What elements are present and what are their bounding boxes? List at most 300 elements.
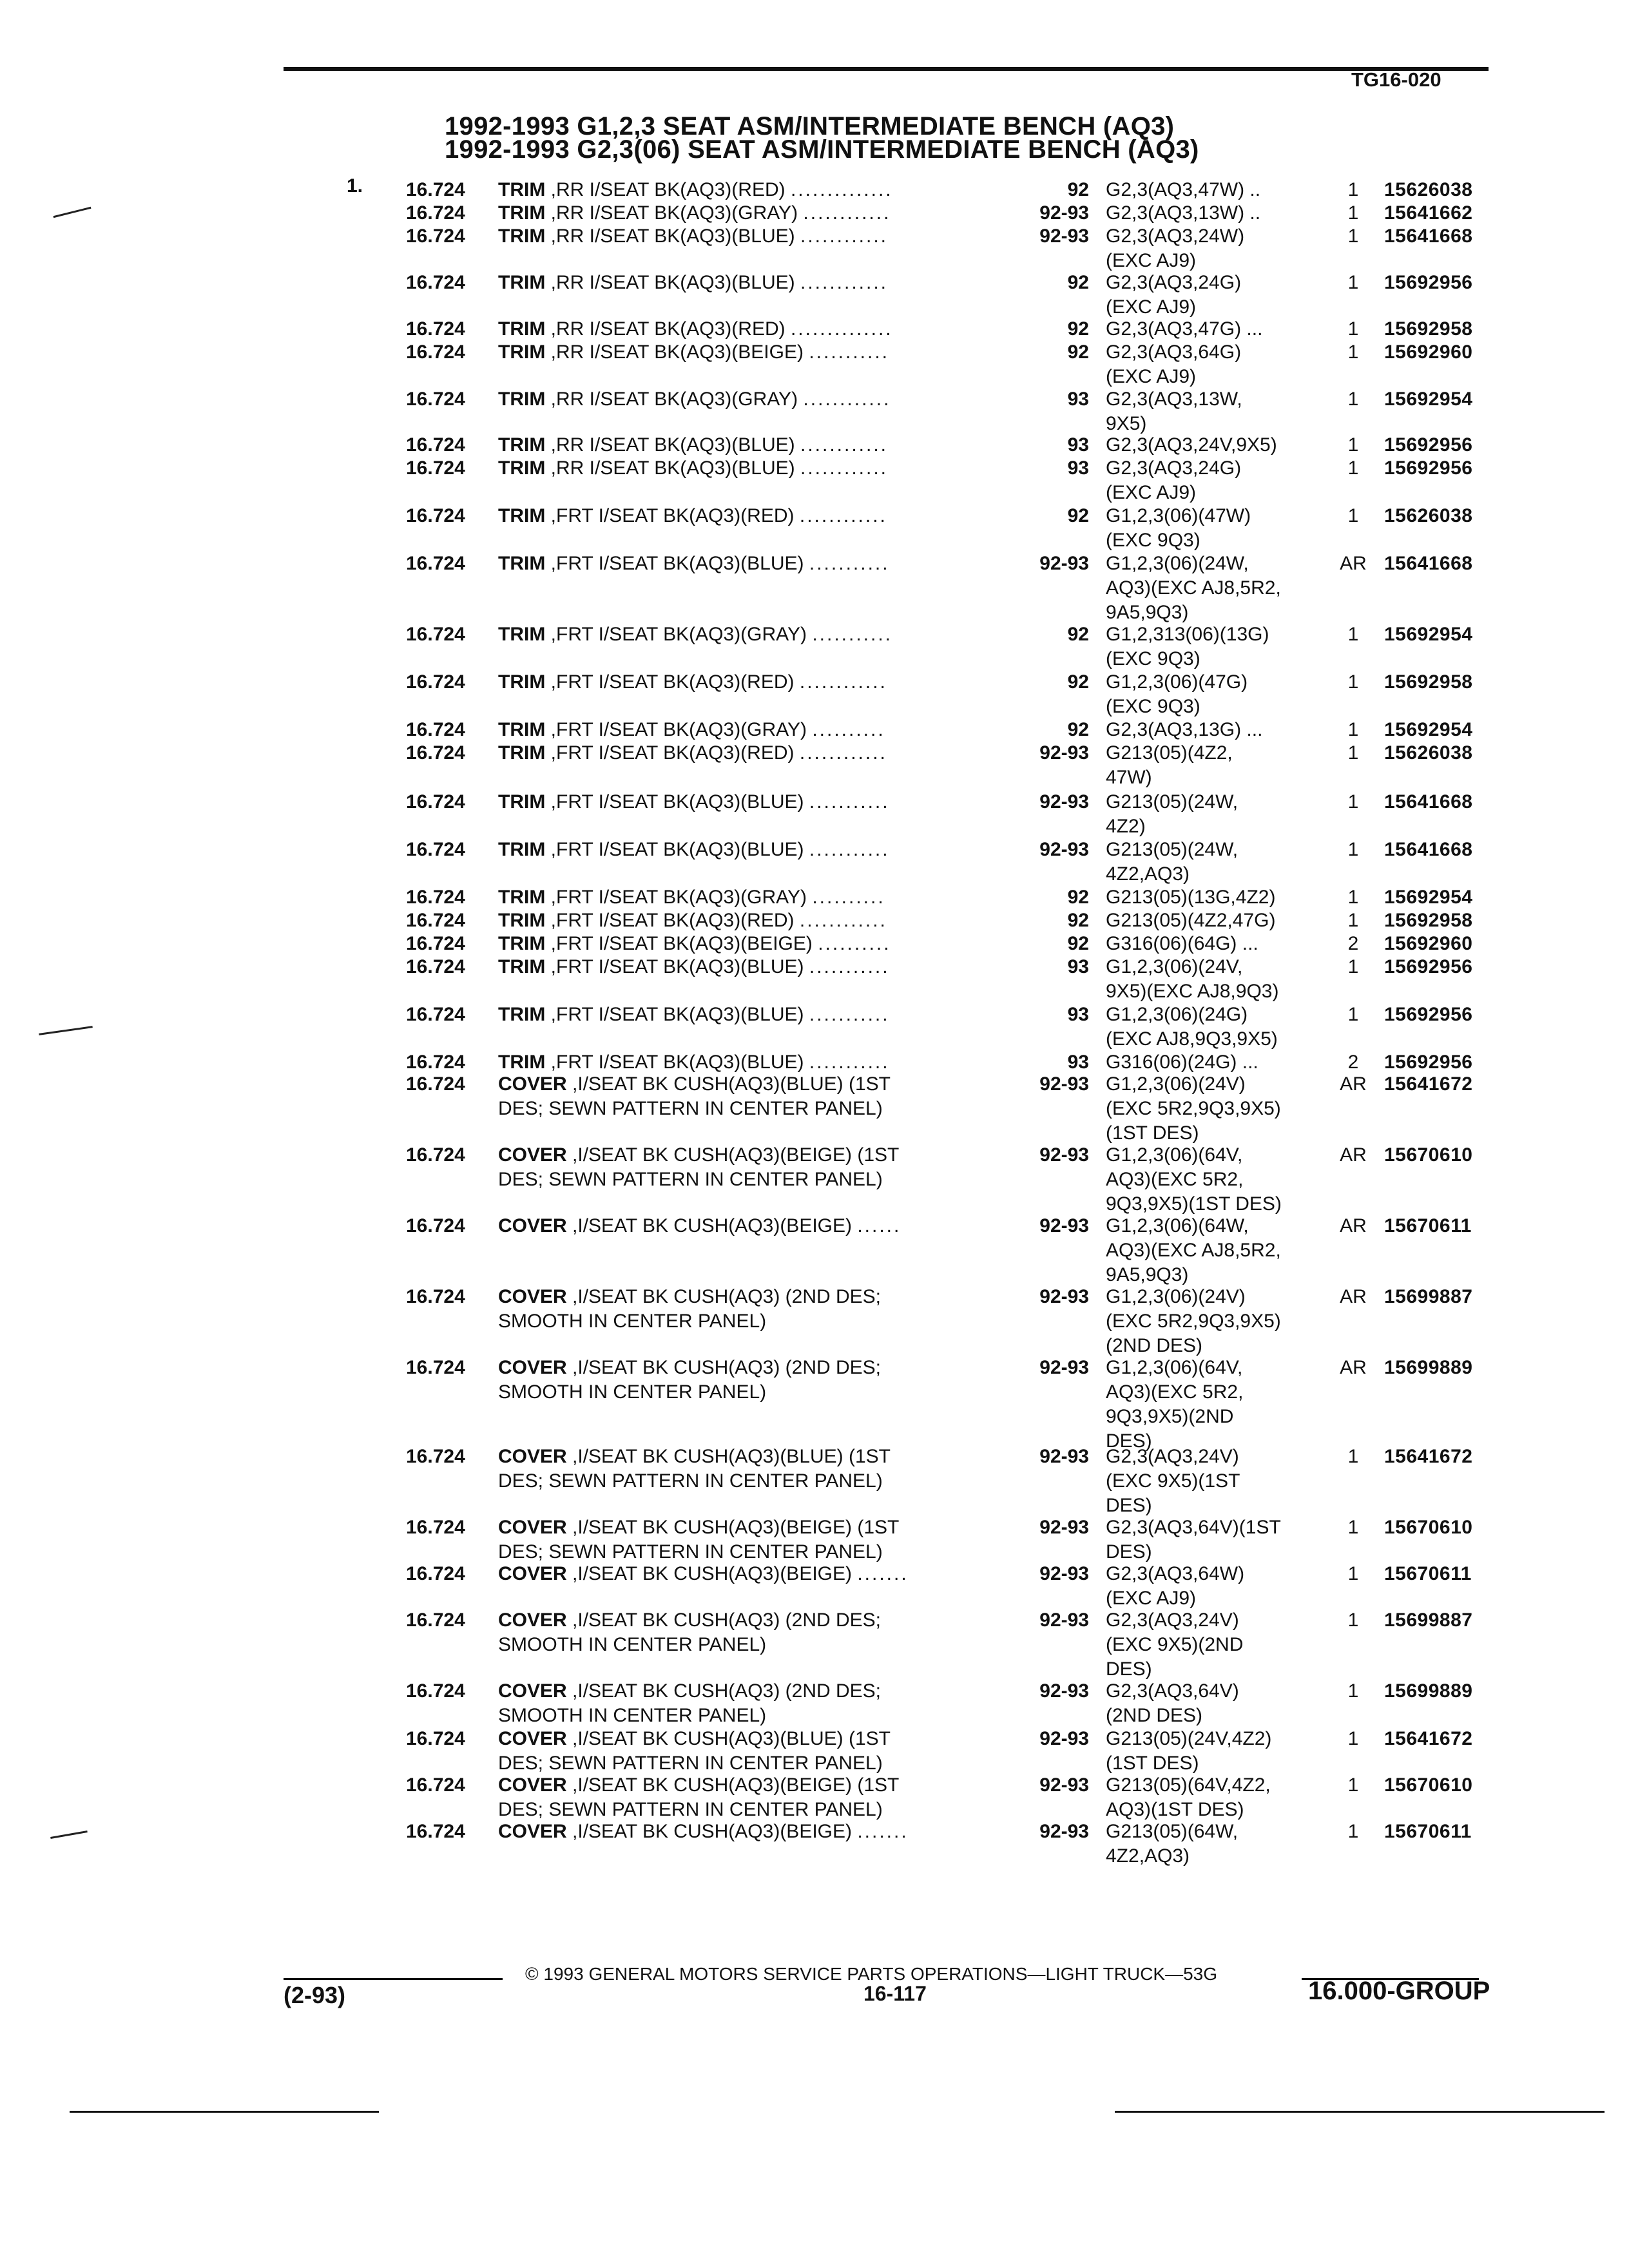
model-years: 92-93 bbox=[1039, 1215, 1089, 1236]
part-number: 15641662 bbox=[1384, 202, 1473, 224]
ref-code: 16.724 bbox=[406, 956, 465, 977]
ref-code: 16.724 bbox=[406, 933, 465, 954]
part-number: 15670610 bbox=[1384, 1774, 1473, 1796]
part-name: TRIM bbox=[498, 505, 546, 526]
model-years: 93 bbox=[1067, 1004, 1089, 1025]
part-description bbox=[498, 552, 1033, 576]
model-usage bbox=[1106, 1143, 1318, 1216]
part-description bbox=[498, 1608, 1033, 1657]
ref-code: 16.724 bbox=[406, 1073, 465, 1095]
part-description-text: ,FRT I/SEAT BK(AQ3)(BLUE) bbox=[545, 1004, 804, 1025]
model-usage-line: 47W) bbox=[1106, 767, 1152, 788]
part-description bbox=[498, 1562, 1033, 1586]
model-usage-line: G213(05)(64W, bbox=[1106, 1821, 1239, 1842]
model-usage bbox=[1106, 1445, 1318, 1518]
quantity: 1 bbox=[1347, 1004, 1359, 1025]
quantity: 1 bbox=[1347, 434, 1359, 456]
model-usage-line: DES) bbox=[1106, 1430, 1152, 1452]
part-number: 15692956 bbox=[1384, 457, 1473, 479]
ref-code: 16.724 bbox=[406, 1357, 465, 1378]
model-usage-line: G213(05)(13G,4Z2) bbox=[1106, 887, 1276, 908]
part-description bbox=[498, 1285, 1033, 1334]
part-number: 15670611 bbox=[1384, 1215, 1472, 1236]
part-number: 15626038 bbox=[1384, 179, 1473, 200]
footer-copyright: © 1993 GENERAL MOTORS SERVICE PARTS OPERATIONS—LIGHT TRUCK—53G bbox=[525, 1964, 1218, 1984]
model-usage-line: G2,3(AQ3,24V,9X5) bbox=[1106, 434, 1277, 456]
quantity: 1 bbox=[1347, 910, 1359, 931]
dot-leader: ............ bbox=[799, 910, 887, 931]
part-description-text: ,FRT I/SEAT BK(AQ3)(BLUE) bbox=[545, 1052, 804, 1073]
model-usage bbox=[1106, 1356, 1318, 1454]
ref-code: 16.724 bbox=[406, 1517, 465, 1538]
dot-leader: .......... bbox=[818, 933, 891, 954]
part-name: TRIM bbox=[498, 1052, 546, 1073]
part-description-text: ,FRT I/SEAT BK(AQ3)(RED) bbox=[545, 671, 795, 693]
quantity: 1 bbox=[1347, 624, 1359, 645]
model-usage bbox=[1106, 504, 1318, 553]
part-description-text: ,FRT I/SEAT BK(AQ3)(GRAY) bbox=[545, 719, 807, 740]
part-number: 15626038 bbox=[1384, 742, 1473, 764]
model-usage bbox=[1106, 908, 1318, 933]
ref-code: 16.724 bbox=[406, 272, 465, 293]
model-years: 92-93 bbox=[1039, 1821, 1089, 1842]
part-name: TRIM bbox=[498, 887, 546, 908]
quantity: 1 bbox=[1347, 1821, 1359, 1842]
model-usage-line: DES) bbox=[1106, 1541, 1152, 1562]
part-description-text: ,I/SEAT BK CUSH(AQ3)(BEIGE) (1ST bbox=[566, 1774, 900, 1796]
model-usage-line: G2,3(AQ3,64V)(1ST bbox=[1106, 1517, 1281, 1538]
model-years: 93 bbox=[1067, 389, 1089, 410]
part-number: 15641668 bbox=[1384, 839, 1473, 860]
model-usage bbox=[1106, 178, 1318, 202]
model-usage-line: G2,3(AQ3,24V) bbox=[1106, 1610, 1239, 1631]
model-usage bbox=[1106, 552, 1318, 625]
model-years: 92 bbox=[1067, 910, 1089, 931]
dot-leader: ............ bbox=[800, 434, 889, 456]
model-usage-line: G316(06)(64G) ... bbox=[1106, 933, 1258, 954]
part-number: 15641672 bbox=[1384, 1446, 1473, 1467]
part-description-text: ,I/SEAT BK CUSH(AQ3) (2ND DES; bbox=[566, 1357, 882, 1378]
model-usage-line: AQ3)(EXC 5R2, bbox=[1106, 1381, 1244, 1403]
part-name: TRIM bbox=[498, 910, 546, 931]
part-description-text: ,I/SEAT BK CUSH(AQ3)(BLUE) (1ST bbox=[566, 1728, 891, 1749]
part-description bbox=[498, 885, 1033, 910]
model-usage-line: (EXC 9Q3) bbox=[1106, 648, 1200, 669]
part-description-text: ,RR I/SEAT BK(AQ3)(BLUE) bbox=[545, 457, 795, 479]
model-usage bbox=[1106, 456, 1318, 505]
part-number: 15692954 bbox=[1384, 719, 1473, 740]
model-years: 92 bbox=[1067, 719, 1089, 740]
dot-leader: ............ bbox=[799, 671, 887, 693]
model-usage-line: (1ST DES) bbox=[1106, 1122, 1199, 1144]
model-usage-line: DES) bbox=[1106, 1495, 1152, 1516]
ref-code: 16.724 bbox=[406, 1774, 465, 1796]
ref-code: 16.724 bbox=[406, 910, 465, 931]
model-usage-line: G1,2,3(06)(24W, bbox=[1106, 553, 1249, 574]
model-usage-line: (2ND DES) bbox=[1106, 1335, 1203, 1356]
model-usage-line: G2,3(AQ3,13W) .. bbox=[1106, 202, 1261, 224]
model-usage bbox=[1106, 622, 1318, 671]
part-name: TRIM bbox=[498, 434, 546, 456]
dot-leader: ............ bbox=[803, 202, 891, 224]
part-description bbox=[498, 317, 1033, 341]
ref-code: 16.724 bbox=[406, 1215, 465, 1236]
model-years: 92 bbox=[1067, 671, 1089, 693]
part-description-text: ,FRT I/SEAT BK(AQ3)(BLUE) bbox=[545, 839, 804, 860]
bottom-rule bbox=[1115, 2111, 1605, 2113]
ref-code: 16.724 bbox=[406, 1563, 465, 1584]
part-description-text: ,FRT I/SEAT BK(AQ3)(RED) bbox=[545, 910, 795, 931]
part-name: TRIM bbox=[498, 933, 546, 954]
quantity: 2 bbox=[1347, 933, 1359, 954]
part-description-text: ,FRT I/SEAT BK(AQ3)(BLUE) bbox=[545, 553, 804, 574]
part-description bbox=[498, 790, 1033, 814]
model-usage-line: (2ND DES) bbox=[1106, 1705, 1203, 1726]
part-number: 15692956 bbox=[1384, 434, 1473, 456]
part-description-text: ,I/SEAT BK CUSH(AQ3)(BEIGE) bbox=[566, 1215, 852, 1236]
ref-code: 16.724 bbox=[406, 226, 465, 247]
model-usage-line: 4Z2) bbox=[1106, 816, 1146, 837]
part-name: COVER bbox=[498, 1517, 567, 1538]
model-usage-line: (EXC 5R2,9Q3,9X5) bbox=[1106, 1098, 1281, 1119]
model-usage-line: G1,2,3(06)(24V) bbox=[1106, 1286, 1246, 1307]
dot-leader: ............ bbox=[800, 226, 889, 247]
model-years: 92-93 bbox=[1039, 839, 1089, 860]
model-years: 92 bbox=[1067, 933, 1089, 954]
model-usage-line: G1,2,3(06)(24V) bbox=[1106, 1073, 1246, 1095]
model-usage-line: G2,3(AQ3,64G) bbox=[1106, 341, 1242, 363]
quantity: 1 bbox=[1347, 742, 1359, 764]
model-years: 92-93 bbox=[1039, 202, 1089, 224]
part-number: 15699889 bbox=[1384, 1680, 1473, 1702]
part-description-text: SMOOTH IN CENTER PANEL) bbox=[498, 1311, 767, 1332]
model-years: 92-93 bbox=[1039, 742, 1089, 764]
part-description bbox=[498, 340, 1033, 365]
item-number: 1. bbox=[347, 175, 363, 197]
ref-code: 16.724 bbox=[406, 318, 465, 340]
quantity: 1 bbox=[1347, 389, 1359, 410]
dot-leader: ........... bbox=[809, 553, 890, 574]
model-usage-line: 9A5,9Q3) bbox=[1106, 602, 1189, 623]
model-usage bbox=[1106, 1820, 1318, 1869]
model-usage-line: AQ3)(EXC AJ8,5R2, bbox=[1106, 1240, 1281, 1261]
model-usage bbox=[1106, 955, 1318, 1004]
part-description bbox=[498, 201, 1033, 226]
part-description-text: ,FRT I/SEAT BK(AQ3)(BLUE) bbox=[545, 956, 804, 977]
model-years: 92-93 bbox=[1039, 1728, 1089, 1749]
footer-date: (2-93) bbox=[284, 1982, 346, 2008]
model-usage bbox=[1106, 1727, 1318, 1776]
ref-code: 16.724 bbox=[406, 1004, 465, 1025]
model-usage-line: AQ3)(1ST DES) bbox=[1106, 1799, 1244, 1820]
quantity: 1 bbox=[1347, 226, 1359, 247]
part-description bbox=[498, 1003, 1033, 1027]
part-description bbox=[498, 433, 1033, 457]
part-name: COVER bbox=[498, 1774, 567, 1796]
quantity: AR bbox=[1340, 1357, 1367, 1378]
quantity: 1 bbox=[1347, 341, 1359, 363]
model-usage bbox=[1106, 340, 1318, 389]
model-usage-line: 9X5) bbox=[1106, 413, 1147, 434]
part-name: TRIM bbox=[498, 791, 546, 812]
quantity: 1 bbox=[1347, 1563, 1359, 1584]
model-years: 92-93 bbox=[1039, 791, 1089, 812]
part-description-text: DES; SEWN PATTERN IN CENTER PANEL) bbox=[498, 1753, 883, 1774]
dot-leader: ............ bbox=[800, 272, 889, 293]
part-name: COVER bbox=[498, 1446, 567, 1467]
model-years: 92-93 bbox=[1039, 226, 1089, 247]
quantity: 1 bbox=[1347, 839, 1359, 860]
part-description-text: ,FRT I/SEAT BK(AQ3)(BEIGE) bbox=[545, 933, 813, 954]
model-usage-line: G2,3(AQ3,24W) bbox=[1106, 226, 1245, 247]
part-description-text: ,I/SEAT BK CUSH(AQ3)(BEIGE) (1ST bbox=[566, 1144, 900, 1166]
part-number: 15692954 bbox=[1384, 887, 1473, 908]
model-years: 92 bbox=[1067, 624, 1089, 645]
part-description bbox=[498, 1356, 1033, 1405]
part-number: 15692956 bbox=[1384, 272, 1473, 293]
part-description-text: ,I/SEAT BK CUSH(AQ3)(BEIGE) bbox=[566, 1821, 852, 1842]
part-number: 15670610 bbox=[1384, 1144, 1473, 1166]
model-usage-line: (1ST DES) bbox=[1106, 1753, 1199, 1774]
ref-code: 16.724 bbox=[406, 179, 465, 200]
dot-leader: ........... bbox=[812, 624, 892, 645]
part-number: 15692954 bbox=[1384, 389, 1473, 410]
part-name: TRIM bbox=[498, 179, 546, 200]
model-usage bbox=[1106, 1679, 1318, 1728]
footer-group: 16.000-GROUP bbox=[1308, 1977, 1490, 2005]
part-number: 15692958 bbox=[1384, 318, 1473, 340]
quantity: 1 bbox=[1347, 671, 1359, 693]
part-description-text: ,RR I/SEAT BK(AQ3)(BLUE) bbox=[545, 226, 795, 247]
dot-leader: ...... bbox=[857, 1215, 901, 1236]
part-description bbox=[498, 670, 1033, 695]
model-usage bbox=[1106, 838, 1318, 887]
quantity: 1 bbox=[1347, 719, 1359, 740]
model-years: 92-93 bbox=[1039, 1446, 1089, 1467]
part-name: TRIM bbox=[498, 457, 546, 479]
part-description bbox=[498, 1727, 1033, 1776]
ref-code: 16.724 bbox=[406, 341, 465, 363]
model-usage bbox=[1106, 885, 1318, 910]
part-number: 15692954 bbox=[1384, 624, 1473, 645]
part-name: TRIM bbox=[498, 318, 546, 340]
ref-code: 16.724 bbox=[406, 742, 465, 764]
part-number: 15692958 bbox=[1384, 910, 1473, 931]
dot-leader: .......... bbox=[812, 887, 885, 908]
quantity: 1 bbox=[1347, 1446, 1359, 1467]
part-name: COVER bbox=[498, 1610, 567, 1631]
model-usage-line: G2,3(AQ3,13W, bbox=[1106, 389, 1242, 410]
part-description bbox=[498, 456, 1033, 481]
model-usage-line: G213(05)(4Z2, bbox=[1106, 742, 1233, 764]
part-name: TRIM bbox=[498, 1004, 546, 1025]
dot-leader: ........... bbox=[809, 956, 890, 977]
ref-code: 16.724 bbox=[406, 553, 465, 574]
ref-code: 16.724 bbox=[406, 202, 465, 224]
part-description-text: ,RR I/SEAT BK(AQ3)(RED) bbox=[545, 318, 786, 340]
quantity: 1 bbox=[1347, 1517, 1359, 1538]
part-name: COVER bbox=[498, 1286, 567, 1307]
model-usage-line: 9Q3,9X5)(1ST DES) bbox=[1106, 1193, 1282, 1215]
part-description-text: ,I/SEAT BK CUSH(AQ3)(BLUE) (1ST bbox=[566, 1073, 891, 1095]
model-usage bbox=[1106, 741, 1318, 790]
part-description bbox=[498, 718, 1033, 742]
ref-code: 16.724 bbox=[406, 887, 465, 908]
part-number: 15699887 bbox=[1384, 1610, 1473, 1631]
part-name: TRIM bbox=[498, 839, 546, 860]
quantity: AR bbox=[1340, 1286, 1367, 1307]
dot-leader: .............. bbox=[790, 179, 893, 200]
dot-leader: ....... bbox=[857, 1821, 909, 1842]
part-number: 15670610 bbox=[1384, 1517, 1473, 1538]
model-years: 92-93 bbox=[1039, 1144, 1089, 1166]
part-description bbox=[498, 955, 1033, 979]
part-number: 15641668 bbox=[1384, 226, 1473, 247]
part-description-text: DES; SEWN PATTERN IN CENTER PANEL) bbox=[498, 1098, 883, 1119]
dot-leader: ........... bbox=[809, 791, 890, 812]
ref-code: 16.724 bbox=[406, 719, 465, 740]
part-description-text: DES; SEWN PATTERN IN CENTER PANEL) bbox=[498, 1169, 883, 1190]
model-usage bbox=[1106, 433, 1318, 457]
model-usage-line: G1,2,3(06)(24V, bbox=[1106, 956, 1243, 977]
part-description-text: ,I/SEAT BK CUSH(AQ3)(BEIGE) (1ST bbox=[566, 1517, 900, 1538]
part-number: 15692960 bbox=[1384, 341, 1473, 363]
part-description bbox=[498, 1143, 1033, 1192]
model-usage bbox=[1106, 1515, 1318, 1564]
model-usage-line: (EXC AJ9) bbox=[1106, 482, 1197, 503]
model-usage bbox=[1106, 1608, 1318, 1682]
model-years: 93 bbox=[1067, 956, 1089, 977]
part-description-text: ,RR I/SEAT BK(AQ3)(GRAY) bbox=[545, 202, 798, 224]
model-usage-line: 9X5)(EXC AJ8,9Q3) bbox=[1106, 981, 1279, 1002]
part-description bbox=[498, 1820, 1033, 1844]
dot-leader: ........... bbox=[809, 1052, 890, 1073]
bottom-rule bbox=[70, 2111, 379, 2113]
model-years: 92 bbox=[1067, 887, 1089, 908]
part-description-text: ,I/SEAT BK CUSH(AQ3)(BEIGE) bbox=[566, 1563, 852, 1584]
part-description-text: DES; SEWN PATTERN IN CENTER PANEL) bbox=[498, 1541, 883, 1562]
ref-code: 16.724 bbox=[406, 1052, 465, 1073]
dot-leader: .............. bbox=[790, 318, 893, 340]
quantity: 1 bbox=[1347, 1728, 1359, 1749]
model-years: 93 bbox=[1067, 1052, 1089, 1073]
model-usage-line: G213(05)(4Z2,47G) bbox=[1106, 910, 1276, 931]
ref-code: 16.724 bbox=[406, 1680, 465, 1702]
model-usage-line: G1,2,3(06)(24G) bbox=[1106, 1004, 1248, 1025]
quantity: 1 bbox=[1347, 887, 1359, 908]
model-usage-line: 9A5,9Q3) bbox=[1106, 1264, 1189, 1285]
model-usage-line: G1,2,3(06)(64V, bbox=[1106, 1357, 1243, 1378]
model-usage bbox=[1106, 1050, 1318, 1075]
part-description bbox=[498, 1072, 1033, 1121]
model-usage bbox=[1106, 1003, 1318, 1052]
part-name: TRIM bbox=[498, 341, 546, 363]
model-usage bbox=[1106, 932, 1318, 956]
part-description-text: SMOOTH IN CENTER PANEL) bbox=[498, 1634, 767, 1655]
dot-leader: .......... bbox=[812, 719, 885, 740]
model-usage-line: (EXC 5R2,9Q3,9X5) bbox=[1106, 1311, 1281, 1332]
part-description bbox=[498, 271, 1033, 295]
quantity: 1 bbox=[1347, 457, 1359, 479]
quantity: 1 bbox=[1347, 272, 1359, 293]
part-number: 15692958 bbox=[1384, 671, 1473, 693]
part-name: TRIM bbox=[498, 624, 546, 645]
model-usage-line: (EXC 9Q3) bbox=[1106, 530, 1200, 551]
part-number: 15670611 bbox=[1384, 1821, 1472, 1842]
part-number: 15692956 bbox=[1384, 956, 1473, 977]
model-usage bbox=[1106, 224, 1318, 273]
quantity: AR bbox=[1340, 1144, 1367, 1166]
part-description bbox=[498, 504, 1033, 528]
model-years: 92 bbox=[1067, 318, 1089, 340]
page-code: TG16-020 bbox=[1351, 68, 1441, 91]
part-number: 15670611 bbox=[1384, 1563, 1472, 1584]
ref-code: 16.724 bbox=[406, 1446, 465, 1467]
dot-leader: ............ bbox=[799, 505, 887, 526]
part-name: TRIM bbox=[498, 956, 546, 977]
part-description bbox=[498, 1050, 1033, 1075]
section-title-1: 1992-1993 G1,2,3 SEAT ASM/INTERMEDIATE BENCH (AQ3) bbox=[445, 112, 1175, 140]
ref-code: 16.724 bbox=[406, 1728, 465, 1749]
model-usage-line: G2,3(AQ3,64W) bbox=[1106, 1563, 1245, 1584]
part-description-text: ,RR I/SEAT BK(AQ3)(RED) bbox=[545, 179, 786, 200]
model-usage-line: G213(05)(24V,4Z2) bbox=[1106, 1728, 1272, 1749]
part-description bbox=[498, 1679, 1033, 1728]
model-years: 92-93 bbox=[1039, 1286, 1089, 1307]
quantity: 1 bbox=[1347, 202, 1359, 224]
quantity: 1 bbox=[1347, 956, 1359, 977]
part-description-text: SMOOTH IN CENTER PANEL) bbox=[498, 1381, 767, 1403]
part-description bbox=[498, 1445, 1033, 1494]
model-usage-line: G2,3(AQ3,24G) bbox=[1106, 272, 1242, 293]
model-usage-line: G1,2,3(06)(64W, bbox=[1106, 1215, 1249, 1236]
model-usage-line: 9Q3,9X5)(2ND bbox=[1106, 1406, 1234, 1427]
part-number: 15641672 bbox=[1384, 1073, 1473, 1095]
model-usage-line: 4Z2,AQ3) bbox=[1106, 1845, 1190, 1867]
part-name: TRIM bbox=[498, 389, 546, 410]
dot-leader: ............ bbox=[799, 742, 887, 764]
ref-code: 16.724 bbox=[406, 434, 465, 456]
quantity: 1 bbox=[1347, 1610, 1359, 1631]
part-description-text: ,FRT I/SEAT BK(AQ3)(RED) bbox=[545, 742, 795, 764]
part-description-text: DES; SEWN PATTERN IN CENTER PANEL) bbox=[498, 1470, 883, 1492]
model-usage-line: G2,3(AQ3,47G) ... bbox=[1106, 318, 1263, 340]
dot-leader: ........... bbox=[809, 839, 890, 860]
dot-leader: ............ bbox=[800, 457, 889, 479]
model-usage-line: 4Z2,AQ3) bbox=[1106, 863, 1190, 885]
model-years: 92 bbox=[1067, 179, 1089, 200]
quantity: 1 bbox=[1347, 505, 1359, 526]
model-years: 92 bbox=[1067, 272, 1089, 293]
part-description bbox=[498, 622, 1033, 647]
ref-code: 16.724 bbox=[406, 839, 465, 860]
footer-rule bbox=[284, 1978, 503, 1980]
model-usage-line: DES) bbox=[1106, 1658, 1152, 1680]
part-description bbox=[498, 1515, 1033, 1564]
model-usage-line: G1,2,3(06)(64V, bbox=[1106, 1144, 1243, 1166]
model-years: 92 bbox=[1067, 505, 1089, 526]
part-description-text: ,RR I/SEAT BK(AQ3)(GRAY) bbox=[545, 389, 798, 410]
model-years: 92-93 bbox=[1039, 1357, 1089, 1378]
part-description-text: ,I/SEAT BK CUSH(AQ3) (2ND DES; bbox=[566, 1610, 882, 1631]
model-years: 92-93 bbox=[1039, 1563, 1089, 1584]
part-description-text: ,RR I/SEAT BK(AQ3)(BEIGE) bbox=[545, 341, 804, 363]
part-description bbox=[498, 178, 1033, 202]
part-description bbox=[498, 741, 1033, 765]
model-usage-line: G213(05)(64V,4Z2, bbox=[1106, 1774, 1271, 1796]
model-usage-line: G213(05)(24W, bbox=[1106, 791, 1239, 812]
model-usage bbox=[1106, 1285, 1318, 1358]
